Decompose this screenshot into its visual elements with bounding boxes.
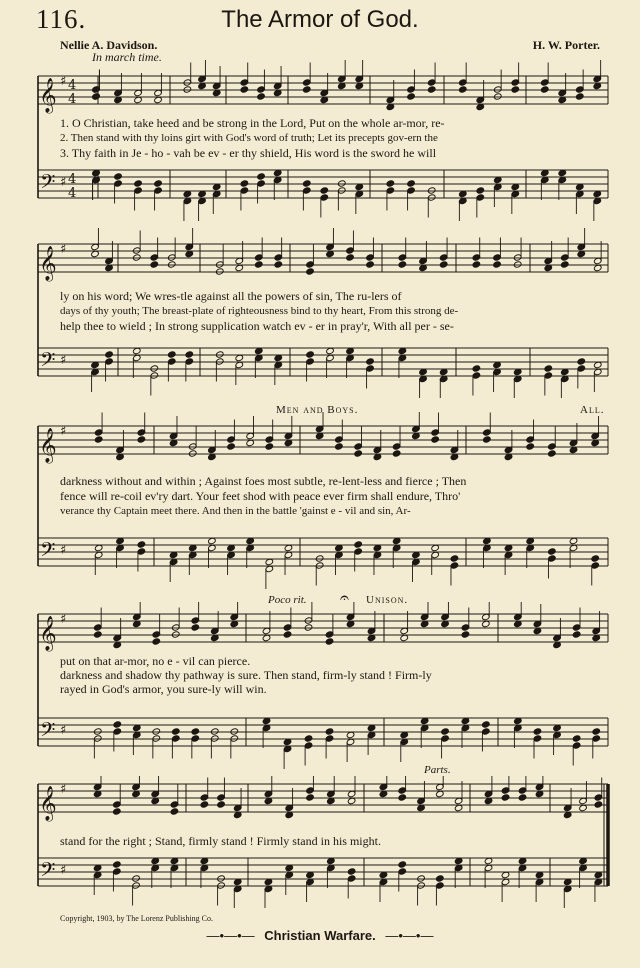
note-chord xyxy=(188,427,197,458)
lyric-line-s3-v1: darkness without and within ; Against foes most subtle, re-lent-less and fierce ; Then xyxy=(60,474,467,488)
note-chord xyxy=(233,788,242,819)
note-chord xyxy=(533,728,542,759)
bass-clef-icon: 𝄢 xyxy=(40,170,56,198)
note-chord xyxy=(454,781,463,812)
note-chord xyxy=(327,857,336,888)
unison-marking: Unison. xyxy=(366,594,409,606)
note-chord xyxy=(501,871,510,902)
time-signature-bottom: 4 xyxy=(68,186,77,201)
note-chord xyxy=(454,857,463,888)
note-chord xyxy=(575,183,584,214)
note-chord xyxy=(235,241,244,272)
note-chord xyxy=(113,861,122,892)
note-chord xyxy=(105,241,114,272)
note-chord xyxy=(592,611,601,642)
note-chord xyxy=(593,190,602,221)
note-chord xyxy=(240,180,249,211)
note-chord xyxy=(535,871,544,902)
note-chord xyxy=(285,864,294,895)
note-chord xyxy=(246,537,255,568)
ornament-left: —•—•— xyxy=(206,928,255,943)
note-chord xyxy=(579,857,588,888)
note-chord xyxy=(419,241,428,272)
note-chord xyxy=(116,430,125,461)
note-chord xyxy=(439,368,448,398)
men-and-boys-marking: Men and Boys. xyxy=(276,404,359,416)
bass-staff xyxy=(38,348,608,376)
hymn-title: The Armor of God. xyxy=(221,6,419,33)
fermata-mark: 𝄐 xyxy=(340,590,349,607)
note-chord xyxy=(264,878,273,908)
note-chord xyxy=(191,728,200,759)
note-chord xyxy=(137,541,146,572)
note-chord xyxy=(114,173,123,204)
note-chord xyxy=(306,351,315,382)
note-chord xyxy=(92,169,101,200)
note-chord xyxy=(257,70,266,101)
note-chord xyxy=(283,608,292,639)
note-chord xyxy=(185,228,194,258)
note-chord xyxy=(483,537,492,568)
note-chord xyxy=(92,70,101,101)
note-chord xyxy=(91,228,100,258)
note-chord xyxy=(373,544,382,575)
all-marking: All. xyxy=(580,404,605,416)
note-chord xyxy=(482,721,491,752)
note-chord xyxy=(306,776,315,801)
note-chord xyxy=(553,618,562,649)
book-title: Christian Warfare. xyxy=(264,928,376,943)
note-chord xyxy=(210,611,219,642)
lyric-line-s4-v2: darkness and shadow thy pathway is sure. Then stand, firm-ly stand ! Firm-ly xyxy=(60,668,432,682)
note-chord xyxy=(461,717,470,748)
note-chord xyxy=(572,735,581,766)
note-chord xyxy=(337,60,346,90)
note-chord xyxy=(227,420,236,451)
note-chord xyxy=(540,63,549,94)
note-chord xyxy=(302,180,311,211)
ornament-right: —•—•— xyxy=(385,928,434,943)
note-chord xyxy=(150,238,159,269)
note-chord xyxy=(540,169,549,200)
note-chord xyxy=(412,551,421,582)
note-chord xyxy=(476,80,485,111)
note-chord xyxy=(398,238,407,269)
note-chord xyxy=(450,555,459,586)
note-chord xyxy=(458,190,467,221)
note-chord xyxy=(386,80,395,111)
lyric-line-s1-v2: 2. Then stand with thy loins girt with God's word of truth; Let its precepts gov-ern the xyxy=(60,132,438,144)
note-chord xyxy=(306,871,315,902)
note-chord xyxy=(354,427,363,458)
lyric-line-s2-v1: ly on his word; We wres-tle against all the powers of sin, The ru-lers of xyxy=(60,289,402,303)
note-chord xyxy=(501,776,510,801)
time-signature-top: 4 xyxy=(68,78,77,93)
note-chord xyxy=(526,420,535,451)
note-chord xyxy=(355,60,364,90)
note-chord xyxy=(407,180,416,211)
treble-clef-icon: 𝄞 xyxy=(39,246,57,281)
note-chord xyxy=(320,73,329,104)
note-chord xyxy=(198,190,207,221)
note-chord xyxy=(246,416,255,447)
key-signature-sharp-icon: ♯ xyxy=(60,242,67,257)
note-chord xyxy=(285,788,294,819)
note-chord xyxy=(373,430,382,461)
note-chord xyxy=(132,347,141,378)
note-chord xyxy=(302,63,311,94)
note-chord xyxy=(167,238,176,269)
note-chord xyxy=(493,361,502,392)
lyric-line-s4-v1: put on that ar-mor, no e - vil can pierce. xyxy=(60,654,251,668)
note-chord xyxy=(254,347,263,378)
note-chord xyxy=(407,70,416,101)
note-chord xyxy=(113,721,122,752)
note-chord xyxy=(518,857,527,888)
note-chord xyxy=(132,724,141,755)
note-chord xyxy=(152,615,161,646)
note-chord xyxy=(427,63,436,94)
bass-clef-icon: 𝄢 xyxy=(40,538,56,566)
note-chord xyxy=(151,857,160,888)
note-chord xyxy=(212,183,221,214)
note-chord xyxy=(458,63,467,94)
note-chord xyxy=(514,717,523,748)
book-title-footer xyxy=(0,928,640,943)
note-chord xyxy=(436,875,445,906)
treble-clef-icon: 𝄞 xyxy=(39,786,57,821)
note-chord xyxy=(273,66,282,97)
bass-clef-icon: 𝄢 xyxy=(40,718,56,746)
note-chord xyxy=(484,776,493,805)
composer-credit: H. W. Porter. xyxy=(532,38,600,52)
note-chord xyxy=(518,776,527,801)
note-chord xyxy=(264,776,273,805)
note-chord xyxy=(472,238,481,269)
note-chord xyxy=(594,871,603,902)
note-chord xyxy=(274,238,283,269)
note-chord xyxy=(577,228,586,258)
note-chord xyxy=(274,354,283,385)
note-chord xyxy=(185,351,194,382)
note-chord xyxy=(560,238,569,269)
note-chord xyxy=(208,430,217,461)
note-chord xyxy=(154,73,163,104)
note-chord xyxy=(441,602,450,628)
note-chord xyxy=(283,738,292,769)
note-chord xyxy=(572,608,581,639)
note-chord xyxy=(304,602,313,631)
treble-clef-icon: 𝄞 xyxy=(39,616,57,651)
note-chord xyxy=(347,776,356,805)
note-chord xyxy=(591,555,600,586)
note-chord xyxy=(325,615,334,646)
note-chord xyxy=(420,717,429,748)
note-chord xyxy=(151,776,160,805)
note-chord xyxy=(347,868,356,899)
note-chord xyxy=(233,878,242,908)
note-chord xyxy=(93,864,102,895)
note-chord xyxy=(379,871,388,902)
note-chord xyxy=(577,358,586,389)
note-chord xyxy=(200,857,209,888)
note-chord xyxy=(544,365,553,396)
note-chord xyxy=(379,776,388,798)
note-chord xyxy=(569,537,578,568)
note-chord xyxy=(420,602,429,628)
note-chord xyxy=(132,602,141,628)
note-chord xyxy=(419,368,428,398)
note-chord xyxy=(284,416,293,447)
key-signature-sharp-icon: ♯ xyxy=(60,424,67,439)
note-chord xyxy=(398,776,407,801)
lyric-line-s3-v3: verance thy Captain meet there. And then in the battle 'gainst e - vil and sin, Ar- xyxy=(60,505,411,517)
key-signature-sharp-icon: ♯ xyxy=(60,863,67,878)
note-chord xyxy=(553,724,562,755)
note-chord xyxy=(593,361,602,392)
note-chord xyxy=(592,728,601,759)
note-chord xyxy=(526,537,535,568)
note-chord xyxy=(398,347,407,378)
note-chord xyxy=(235,354,244,385)
note-chord xyxy=(593,60,602,90)
note-chord xyxy=(132,231,141,262)
note-chord xyxy=(504,430,513,461)
note-chord xyxy=(183,190,192,221)
note-chord xyxy=(476,187,485,218)
note-chord xyxy=(535,776,544,798)
note-chord xyxy=(93,776,102,798)
note-chord xyxy=(183,63,192,94)
note-chord xyxy=(227,544,236,575)
note-chord xyxy=(262,611,271,642)
note-chord xyxy=(346,602,355,628)
note-chord xyxy=(137,413,146,444)
note-chord xyxy=(482,602,491,628)
lyric-line-s2-v3: help thee to wield ; In strong supplication watch ev - er in pray'r, With all per - se- xyxy=(60,319,454,333)
note-chord xyxy=(320,187,329,218)
hymn-number: 116. xyxy=(36,4,87,34)
note-chord xyxy=(484,857,493,888)
key-signature-sharp-icon: ♯ xyxy=(60,353,67,368)
note-chord xyxy=(346,731,355,762)
note-chord xyxy=(94,544,103,575)
tempo-marking: In march time. xyxy=(92,50,162,64)
note-chord xyxy=(594,778,603,809)
note-chord xyxy=(483,413,492,444)
note-chord xyxy=(132,776,141,798)
note-chord xyxy=(431,413,440,444)
note-chord xyxy=(200,778,209,809)
note-chord xyxy=(254,238,263,269)
note-chord xyxy=(511,63,520,94)
lyric-line-s3-v2: fence will re-coil ev'ry dart. Your feet shod with peace ever firm shall endure, Thro' xyxy=(60,489,461,503)
note-chord xyxy=(262,717,271,748)
note-chord xyxy=(575,70,584,101)
note-chord xyxy=(327,776,336,805)
note-chord xyxy=(265,558,274,589)
note-chord xyxy=(116,537,125,568)
note-chord xyxy=(169,416,178,447)
key-signature-sharp-icon: ♯ xyxy=(60,543,67,558)
note-chord xyxy=(461,608,470,639)
note-chord xyxy=(198,60,207,90)
parts-marking: Parts. xyxy=(424,764,451,776)
note-chord xyxy=(91,361,100,392)
key-signature-sharp-icon: ♯ xyxy=(60,782,67,797)
note-chord xyxy=(493,176,502,207)
note-chord xyxy=(93,608,102,639)
note-chord xyxy=(113,785,122,816)
note-chord xyxy=(273,169,282,200)
note-chord xyxy=(533,604,542,635)
note-chord xyxy=(212,66,221,97)
note-chord xyxy=(504,544,513,575)
note-chord xyxy=(306,245,315,276)
note-chord xyxy=(105,351,114,382)
note-chord xyxy=(304,735,313,766)
note-chord xyxy=(265,420,274,451)
note-chord xyxy=(114,73,123,104)
note-chord xyxy=(569,423,578,454)
key-signature-sharp-icon: ♯ xyxy=(60,723,67,738)
note-chord xyxy=(113,618,122,649)
note-chord xyxy=(355,183,364,214)
note-chord xyxy=(335,420,344,451)
note-chord xyxy=(398,861,407,892)
copyright-notice: Copyright, 1903, by The Lorenz Publishing Co. xyxy=(60,914,213,923)
music-system-1 xyxy=(0,60,640,230)
note-chord xyxy=(326,347,335,378)
note-chord xyxy=(191,602,200,631)
treble-staff xyxy=(38,612,608,652)
note-chord xyxy=(346,231,355,262)
note-chord xyxy=(386,180,395,211)
note-chord xyxy=(392,427,401,458)
note-chord xyxy=(325,728,334,759)
note-chord xyxy=(450,430,459,461)
lyric-line-s1-v1: 1. O Christian, take heed and be strong in the Lord, Put on the whole ar-mor, re- xyxy=(60,116,445,130)
note-chord xyxy=(335,544,344,575)
lyric-line-s2-v2: days of thy youth; The breast-plate of righteousness bind to thy heart, From this strong de- xyxy=(60,305,459,317)
note-chord xyxy=(94,413,103,444)
note-chord xyxy=(354,541,363,572)
note-chord xyxy=(417,781,426,812)
note-chord xyxy=(188,544,197,575)
note-chord xyxy=(240,63,249,94)
bass-staff xyxy=(38,718,608,746)
note-chord xyxy=(560,368,569,398)
note-chord xyxy=(230,602,239,628)
note-chord xyxy=(366,238,375,269)
note-chord xyxy=(167,351,176,382)
note-chord xyxy=(544,241,553,272)
note-chord xyxy=(511,183,520,214)
key-signature-sharp-icon: ♯ xyxy=(60,74,67,89)
note-chord xyxy=(367,611,376,642)
note-chord xyxy=(548,548,557,579)
note-chord xyxy=(436,776,445,798)
treble-clef-icon: 𝄞 xyxy=(39,428,57,463)
note-chord xyxy=(514,602,523,628)
note-chord xyxy=(400,611,409,642)
author-credit: Nellie A. Davidson. xyxy=(60,38,158,52)
note-chord xyxy=(154,180,163,211)
note-chord xyxy=(170,857,179,888)
note-chord xyxy=(171,608,180,639)
note-chord xyxy=(171,728,180,759)
key-signature-sharp-icon: ♯ xyxy=(60,175,67,190)
bass-clef-icon: 𝄢 xyxy=(40,348,56,376)
time-signature-top: 4 xyxy=(68,172,77,187)
note-chord xyxy=(493,238,502,269)
time-signature-bottom: 4 xyxy=(68,92,77,107)
note-chord xyxy=(558,169,567,200)
note-chord xyxy=(134,73,143,104)
bass-clef-icon: 𝄢 xyxy=(40,858,56,886)
note-chord xyxy=(513,238,522,269)
note-chord xyxy=(493,70,502,101)
treble-staff xyxy=(38,242,608,282)
note-chord xyxy=(217,778,226,809)
note-chord xyxy=(208,537,217,568)
note-chord xyxy=(284,544,293,575)
note-chord xyxy=(134,180,143,211)
note-chord xyxy=(563,878,572,908)
note-chord xyxy=(513,368,522,398)
note-chord xyxy=(257,173,266,204)
note-chord xyxy=(579,781,588,812)
note-chord xyxy=(591,416,600,447)
note-chord xyxy=(170,785,179,816)
note-chord xyxy=(367,724,376,755)
note-chord xyxy=(431,544,440,575)
note-chord xyxy=(392,537,401,568)
lyric-line-s4-v3: rayed in God's armor, you sure-ly will win. xyxy=(60,682,267,696)
note-chord xyxy=(326,228,335,258)
note-chord xyxy=(593,241,602,272)
note-chord xyxy=(215,245,224,276)
note-chord xyxy=(366,358,375,389)
note-chord xyxy=(346,347,355,378)
note-chord xyxy=(558,73,567,104)
note-chord xyxy=(400,731,409,762)
note-chord xyxy=(563,788,572,819)
note-chord xyxy=(439,238,448,269)
note-chord xyxy=(169,551,178,582)
poco-rit-marking: Poco rit. xyxy=(268,594,307,606)
note-chord xyxy=(472,365,481,396)
key-signature-sharp-icon: ♯ xyxy=(60,612,67,627)
treble-clef-icon: 𝄞 xyxy=(39,78,57,113)
lyric-line-s5-v1: stand for the right ; Stand, firmly stand ! Firmly stand in his might. xyxy=(60,834,381,848)
note-chord xyxy=(441,728,450,759)
note-chord xyxy=(548,427,557,458)
lyric-line-s1-v3: 3. Thy faith in Je - ho - vah be ev - er thy shield, His word is the sword he will xyxy=(60,146,437,160)
